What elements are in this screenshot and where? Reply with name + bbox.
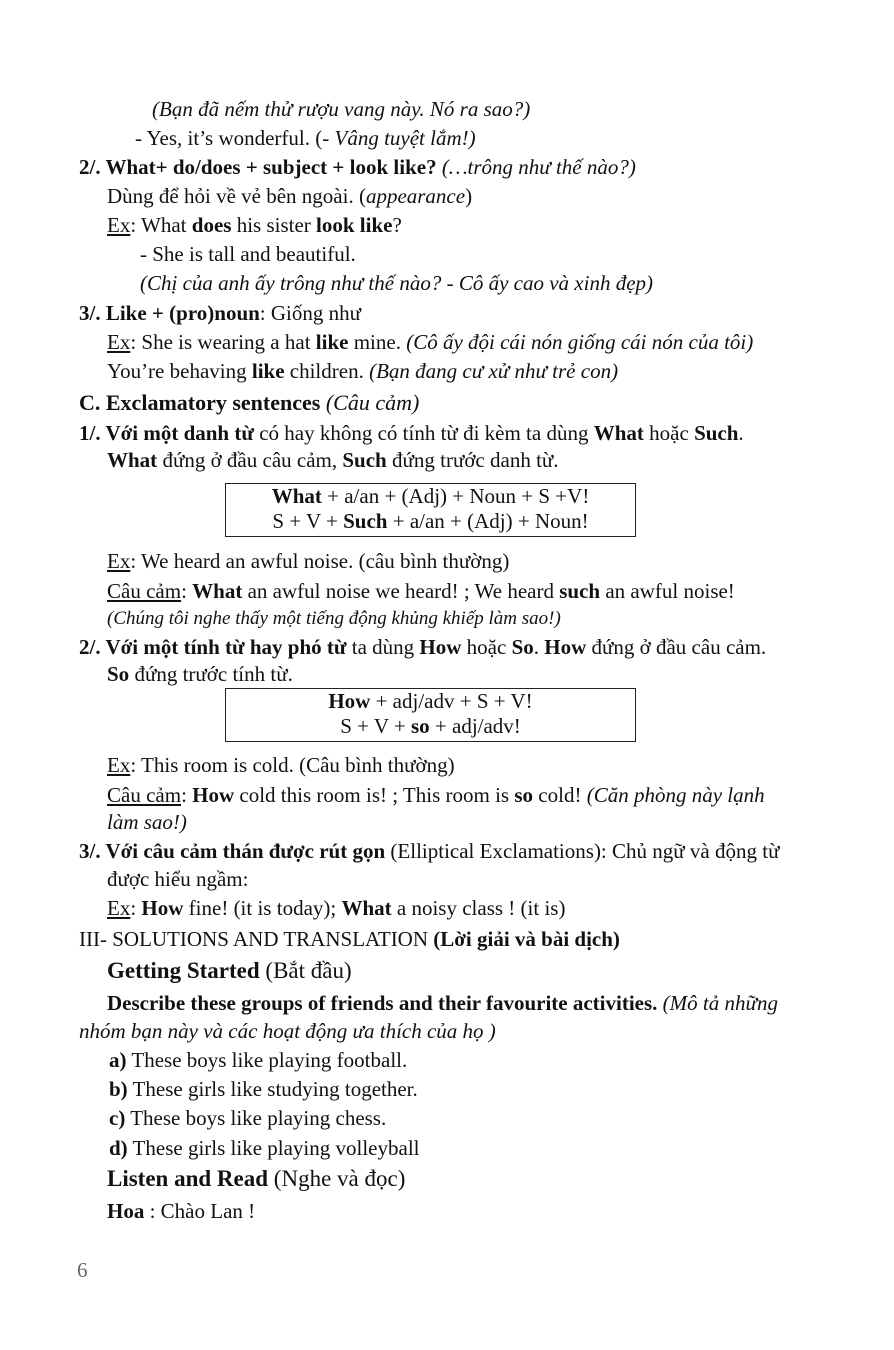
section-c2-exclamation: Câu cảm: How cold this room is! ; This room is so cold! (Căn phòng này lạnh [107, 783, 765, 807]
section-c2-translation-cont: làm sao!) [107, 810, 187, 834]
section-c2-example: Ex: This room is cold. (Câu bình thường) [107, 753, 455, 777]
section-c3-example: Ex: How fine! (it is today); What a noisy class ! (it is) [107, 896, 566, 920]
page-number: 6 [77, 1258, 88, 1282]
section-2-example: Ex: What does his sister look like? [107, 213, 402, 237]
section-c1-line2: What đứng ở đầu câu cảm, Such đứng trước danh từ. [107, 448, 559, 472]
formula-row: S + V + so + adj/adv! [340, 714, 521, 738]
formula-row: S + V + Such + a/an + (Adj) + Noun! [272, 509, 589, 533]
dialogue-line: Hoa : Chào Lan ! [107, 1199, 256, 1223]
list-item: a) These boys like playing football. [109, 1048, 408, 1072]
section-2-desc: Dùng để hỏi về vẻ bên ngoài. (appearance) [107, 184, 473, 208]
list-item: b) These girls like studying together. [109, 1077, 418, 1101]
formula-box-how-so [225, 688, 636, 742]
section-3-example-1: Ex: She is wearing a hat like mine. (Cô ấy đội cái nón giống cái nón của tôi) [107, 330, 754, 354]
section-2-answer: - She is tall and beautiful. [140, 242, 356, 266]
section-2-heading: 2/. What+ do/does + subject + look like? (…trông như thế nào?) [79, 155, 636, 179]
section-3-heading: 3/. Like + (pro)noun: Giống như [79, 301, 362, 325]
getting-started-desc: Describe these groups of friends and their favourite activities. (Mô tả những [107, 991, 778, 1015]
formula-row: How + adj/adv + S + V! [328, 689, 533, 713]
section-c3-line1: 3/. Với câu cảm thán được rút gọn (Elliptical Exclamations): Chủ ngữ và động từ [79, 839, 780, 863]
getting-started-heading: Getting Started (Bắt đầu) [107, 958, 352, 983]
list-item: d) These girls like playing volleyball [109, 1136, 420, 1160]
list-item: c) These boys like playing chess. [109, 1106, 387, 1130]
getting-started-desc-cont: nhóm bạn này và các hoạt động ưa thích của họ ) [79, 1019, 496, 1043]
answer-line: - Yes, it’s wonderful. (- Vâng tuyệt lắm!) [135, 126, 476, 150]
section-c1-exclamation: Câu cảm: What an awful noise we heard! ; We heard such an awful noise! [107, 579, 735, 603]
section-c2-line2: So đứng trước tính từ. [107, 662, 293, 686]
translation-line: (Bạn đã nếm thử rượu vang này. Nó ra sao?) [152, 97, 531, 121]
section-c1-example: Ex: We heard an awful noise. (câu bình thường) [107, 549, 510, 573]
formula-row: What + a/an + (Adj) + Noun + S +V! [271, 484, 590, 508]
section-3-example-2: You’re behaving like children. (Bạn đang cư xử như trẻ con) [107, 359, 619, 383]
section-c1-line1: 1/. Với một danh từ có hay không có tính từ đi kèm ta dùng What hoặc Such. [79, 421, 744, 445]
section-2-translation: (Chị của anh ấy trông như thế nào? - Cô ấy cao và xinh đẹp) [140, 271, 654, 295]
section-iii-title: III- SOLUTIONS AND TRANSLATION (Lời giải và bài dịch) [79, 927, 620, 951]
listen-read-heading: Listen and Read (Nghe và đọc) [107, 1166, 406, 1191]
section-c2-line1: 2/. Với một tính từ hay phó từ ta dùng How hoặc So. How đứng ở đầu câu cảm. [79, 635, 767, 659]
section-c3-line2: được hiểu ngầm: [107, 867, 249, 891]
section-c1-translation: (Chúng tôi nghe thấy một tiếng động khủng khiếp làm sao!) [107, 608, 561, 629]
section-c-title: C. Exclamatory sentences (Câu cảm) [79, 390, 420, 415]
formula-box-what-such [225, 483, 636, 537]
